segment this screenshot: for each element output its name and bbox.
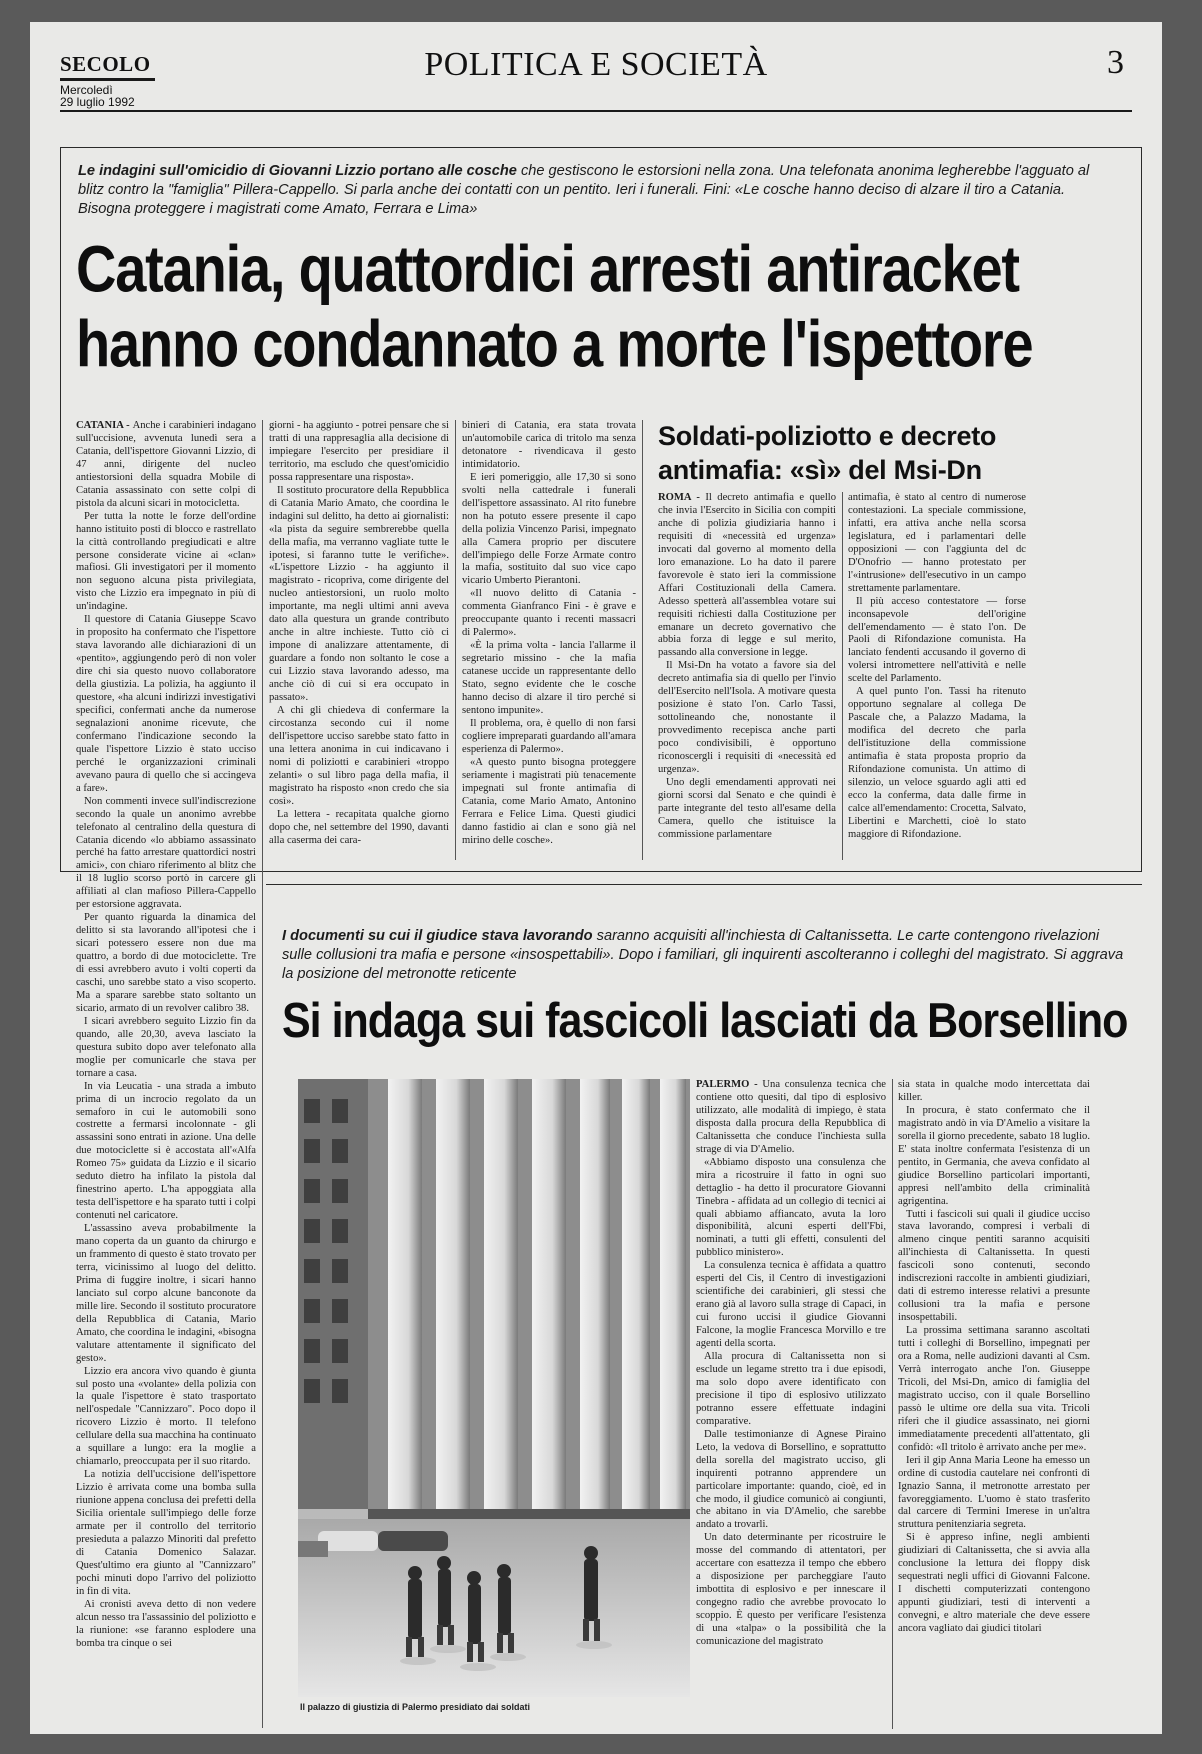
photo-caption: Il palazzo di giustizia di Palermo presidiato dai soldati — [300, 1702, 531, 1712]
masthead-day: Mercoledì — [60, 83, 113, 97]
paragraph: A chi gli chiedeva di confermare la circostanza secondo cui il nome dell'ispettore ucciso sarebbe stato fatto in una lettera anonima in cui indicavano i nomi di poliziotti e carabinieri «troppo zelanti» o sul libro paga della mafia, il magistrato ha risposto «non credo che sia così». — [269, 704, 449, 807]
paragraph: PALERMO - Una consulenza tecnica che contiene otto quesiti, dal tipo di esplosivo utilizzato, alle modalità di impiego, è stata disposta dalla procura della Repubblica di Caltanissetta che conduce l'inchiesta sulla strage di via D'Amelio. — [696, 1079, 886, 1155]
article-borsellino-column-2 — [898, 1079, 1090, 1731]
article-catania-headline-line1: Catania, quattordici arresti antiracket — [76, 231, 1019, 306]
paragraph: Dalle testimonianze di Agnese Piraino Leto, la vedova di Borsellino, e soprattutto della sorella del magistrato ucciso, gli inquirenti potranno apprendere un particolare importante: quando, cioè, ed in che modo, il giudice comunicò ai congiunti, che abitano in via D'Amelio, che sarebbe andato a trovarli. — [696, 1428, 886, 1531]
paragraph: «A questo punto bisogna proteggere seriamente i magistrati più tenacemente impegnati sul fronte antimafia di Catania, come Mario Amato, Antonino Ferrara e Felice Lima. Questi giudici danno fastidio ai clan e sono già nel mirino delle cosche». — [462, 756, 636, 846]
article-borsellino-headline: Si indaga sui fascicoli lasciati da Borsellino — [282, 993, 1128, 1049]
paragraph: In procura, è stato confermato che il magistrato andò in via D'Amelio a visitare la sorella il giorno precedente, sabato 18 luglio. E' stata inoltre confermata l'esistenza di un pentito, in Germania, che aveva confidato al giudice Borsellino particolari importanti, appresi nell'ambito della criminalità agrigentina. — [898, 1104, 1090, 1207]
paragraph: binieri di Catania, era stata trovata un'automobile carica di tritolo ma senza detonatore - rivendicava il gesto intimidatorio. — [462, 420, 636, 470]
paragraph: La prossima settimana saranno ascoltati tutti i colleghi di Borsellino, impegnati per ora a Roma, nelle audizioni davanti al Csm. Verrà interrogato anche l'on. Giuseppe Tricoli, del Msi-Dn, amico di famiglia del magistrato ucciso, con il quale Borsellino passò le ultime ore della sua vita. Tricoli riferì che il giudice assassinato, nei giorni immediatamente precedenti all'attentato, gli confidò: «Il tritolo è arrivato anche per me». — [898, 1325, 1090, 1453]
section-title: POLITICA E SOCIETÀ — [424, 46, 768, 83]
article-catania-column-2 — [269, 420, 449, 860]
paragraph: La lettera - recapitata qualche giorno dopo che, nel settembre del 1990, davanti alla caserma dei cara- — [269, 808, 449, 846]
article-msi-column-1 — [658, 492, 836, 862]
paragraph: sia stata in qualche modo intercettata dai killer. — [898, 1079, 1090, 1103]
article-msi-column-2 — [848, 492, 1026, 862]
paragraph: I sicari avrebbero seguito Lizzio fin da quando, alle 20,30, aveva lasciato la questura subito dopo aver telefonato alla moglie per comunicarle che stava per tornare a casa. — [76, 1015, 256, 1079]
paragraph: «Abbiamo disposto una consulenza che mira a ricostruire il fatto in ogni suo dettaglio - ha detto il procuratore Giovanni Tinebra - affidata ad un collegio di tecnici ai quali abbiamo affiancato, avuta la loro disponibilità, alcuni esperti dell'Fbi, nominati, a tutti gli effetti, consulenti del pubblico ministero». — [696, 1156, 886, 1259]
paragraph: Lizzio era ancora vivo quando è giunta sul posto una «volante» della polizia con la quale l'ispettore è stato trasportato nell'ospedale "Cannizzaro". Poco dopo il ricovero Lizzio è morto. Il telefono cellulare della sua macchina ha continuato a squillare a lungo: era la moglie a chiamarlo, preoccupata per il suo ritardo. — [76, 1365, 256, 1468]
paragraph: Non commenti invece sull'indiscrezione secondo la quale un anonimo avrebbe telefonato al centralino della questura di Catania dicendo «lo abbiamo assassinato perché ha fatto arrestare quattordici nostri amici», con chiaro riferimento al blitz che il 18 luglio scorso portò in carcere gli affiliati al clan mafioso Pillera-Cappello per estorsione aggravata. — [76, 795, 256, 911]
paragraph: Per quanto riguarda la dinamica del delitto si sta lavorando all'ipotesi che i sicari potessero essere non due ma quattro, a bordo di due motociclette. Tre di essi avrebbero avuto i volti coperti da caschi, uno sarebbe stato a viso scoperto. Ma a sparare sarebbe stato soltanto un sicario, armato di un revolver calibro 38. — [76, 912, 256, 1014]
article-catania-headline-line2: hanno condannato a morte l'ispettore — [76, 306, 1033, 381]
article-borsellino-kicker — [282, 927, 1132, 984]
kicker-rest: che gestiscono le estorsioni nella zona. Una telefonata anonima legherebbe l'agguato al blitz contro la "famiglia" Pillera-Cappello. Si parla anche dei contatti con un pentito. Ieri i funerali. Fini: «Le cosche hanno deciso di alzare il tiro a Catania. Bisogna proteggere i magistrati come Amato, Ferrara e Lima» — [78, 163, 1090, 217]
article-borsellino-column-1 — [696, 1079, 886, 1731]
masthead-name: SECOLO — [60, 52, 151, 76]
masthead-full-date: 29 luglio 1992 — [60, 95, 135, 109]
column-rule — [262, 420, 263, 1728]
article-catania-column-1 — [76, 420, 256, 1732]
column-rule — [892, 1079, 893, 1729]
paragraph: La consulenza tecnica è affidata a quattro esperti del Cis, il Centro di investigazioni scientifiche dei carabinieri, gli stessi che erano già al lavoro sulla strage di Capaci, in cui furono uccisi il giudice Giovanni Falcone, la moglie Francesca Morvillo e tre agenti della scorta. — [696, 1260, 886, 1350]
paragraph: Il più acceso contestatore — forse inconsapevole dell'origine dell'emendamento — è stato l'on. De Paoli di Rifondazione comunista. Ha lanciato fendenti accusando il governo di volersi intromettere nell'attività e nelle scelte del Parlamento. — [848, 595, 1026, 685]
paragraph: A quel punto l'on. Tassi ha ritenuto opportuno segnalare al collega De Pascale che, a Palazzo Madama, la modifica del decreto che parla dell'istituzione della commissione antimafia è stata proposta proprio da Rifondazione comunista. Un attimo di silenzio, un veloce sguardo agli atti ed ecco la conferma, data dalle firme in calce all'emendamento: Crocetta, Salvato, Libertini e Marchetti, cioè lo stato maggiore di Rifondazione. — [848, 686, 1026, 840]
paragraph: Alla procura di Caltanissetta non si esclude un legame stretto tra i due episodi, ma solo dopo avere identificato con precisione il tipo di esplosivo utilizzato potranno essere effettuate indagini comparative. — [696, 1351, 886, 1427]
paragraph: L'assassino aveva probabilmente la mano coperta da un guanto da chirurgo e un frammento di questo è stato trovato per terra, vicinissimo al luogo del delitto. Prima di fuggire inoltre, i sicari hanno lanciato sul corpo alcune banconote da mille lire. Secondo il sostituto procuratore della Repubblica di Catania, Mario Amato, che coordina le indagini, «bisogna valutare attentamente il significato del gesto». — [76, 1223, 256, 1364]
kicker-bold: I documenti su cui il giudice stava lavorando — [282, 928, 593, 944]
paragraph: ROMA - Il decreto antimafia e quello che invia l'Esercito in Sicilia con compiti anche di polizia giudiziaria hanno i requisiti di «necessità ed urgenza» invocati dal governo al momento della loro emanazione. Lo ha dato il parere favorevole è stato ieri la commissione Affari Costituzionali della Camera. Adesso spetterà all'assemblea votare sui requisiti richiesti dalla Costituzione per emanare un decreto governativo che abbia forza di legge e sul merito, passando alla conversione in legge. — [658, 492, 836, 659]
paragraph: Uno degli emendamenti approvati nei giorni scorsi dal Senato e che quindi è parte integrante del testo all'esame della Camera, quello che istituisce la commissione parlamentare — [658, 776, 836, 840]
paragraph: CATANIA - Anche i carabinieri indagano sull'uccisione, avvenuta lunedì sera a Catania, dell'ispettore Giovanni Lizzio, di 47 anni, dirigente del nucleo antiestorsioni della squadra Mobile di Catania assassinato con sette colpi di pistola da alcuni sicari in motocicletta. — [76, 420, 256, 509]
article-msi-headline-line2: antimafia: «sì» del Msi-Dn — [658, 455, 982, 485]
article-msi-headline-line1: Soldati-poliziotto e decreto — [658, 421, 997, 451]
palace-of-justice-photo — [298, 1079, 690, 1697]
paragraph: Si è appreso infine, negli ambienti giudiziari di Caltanissetta, che si avvia alla conclusione la lettura dei floppy disk sequestrati negli uffici di Giovanni Falcone. I dischetti computerizzati contengono appunti giudiziari, testi di interventi a convegni, e altro materiale che deve essere ancora vagliato dai giudici titolari — [898, 1532, 1090, 1635]
article-catania-kicker — [78, 162, 1118, 219]
column-rule — [642, 420, 643, 860]
page-number: 3 — [1107, 44, 1124, 81]
photo-image — [298, 1079, 690, 1697]
paragraph: Ai cronisti aveva detto di non vedere alcun nesso tra l'assassinio del poliziotto e la riunione: «se faranno esplodere una bomba tra cinque o sei — [76, 1598, 256, 1649]
newspaper-page — [30, 22, 1162, 1734]
paragraph: Tutti i fascicoli sui quali il giudice ucciso stava lavorando, compresi i verbali di almeno cinque pentiti saranno acquisiti all'inchiesta di Caltanissetta. In questi fascicoli sono contenuti, secondo indiscrezioni raccolte in ambienti giudiziari, dati di estremo interesse relativi a presunte collusioni tra la mafia e persone insospettabili. — [898, 1208, 1090, 1324]
column-rule — [455, 420, 456, 860]
kicker-bold: Le indagini sull'omicidio di Giovanni Lizzio portano alle cosche — [78, 163, 517, 179]
paragraph: giorni - ha aggiunto - potrei pensare che si tratti di una rappresaglia alla decisione di impiegare l'esercito per presidiare il territorio, ma escludo che quest'omicidio possa rappresentare una risposta». — [269, 420, 449, 483]
paragraph: antimafia, è stato al centro di numerose contestazioni. La speciale commissione, infatti, era attiva anche nella scorsa legislatura, ed i parlamentari delle opposizioni — con l'aggiunta del dc D'Onofrio — hanno protestato per l'«intrusione» dell'esecutivo in un campo strettamente parlamentare. — [848, 492, 1026, 594]
paragraph: In via Leucatia - una strada a imbuto prima di un incrocio regolato da un semaforo in cui le automobili sono costrette a fermarsi incolonnate - gli assassini sono entrati in azione. Una delle due motociclette si è accostata all'«Alfa Romeo 75» guidata da Lizzio e il sicario seduto dietro ha infilato la pistola dal finestrino aperto. L'ha appoggiata alla testa dell'ispettore e ha sparato tutti i colpi contenuti nel caricatore. — [76, 1080, 256, 1222]
paragraph: Ieri il gip Anna Maria Leone ha emesso un ordine di custodia cautelare nei confronti di Ignazio Sanna, il metronotte arrestato per favoreggiamento. L'uomo è stato trasferito dal carcere di Termini Imerese in un'altra struttura penitenziaria segreta. — [898, 1454, 1090, 1531]
paragraph: Il sostituto procuratore della Repubblica di Catania Mario Amato, che coordina le indagini sul delitto, ha detto ai giornalisti: «la pista da seguire sembrerebbe quella della mafia, ma verranno vagliate tutte le ipotesi, si faranno tutte le verifiche». «L'ispettore Lizzio - ha aggiunto il magistrato - ricopriva, come dirigente del nucleo antiestorsioni, un ruolo molto importante, ma negli ultimi anni aveva dato alla questura un grande contributo anche in altre inchieste. Tutto ciò ci impone di analizzare attentamente, di guardare a fondo non soltanto le cose a cui Lizzio stava lavorando adesso, ma anche ciò di cui si era occupato in passato». — [269, 484, 449, 704]
paragraph: Un dato determinante per ricostruire le mosse del commando di attentatori, per accertare con esattezza il tempo che ebbero a disposizione per parcheggiare l'auto imbottita di esplosivo e per innescare il congegno radio che avrebbe provocato lo scoppio. È questo per verificare l'esistenza di una «talpa» o la possibilità che la comunicazione del magistrato — [696, 1532, 886, 1647]
paragraph: «È la prima volta - lancia l'allarme il segretario missino - che la mafia catanese uccide un rappresentante dello Stato, segno evidente che le cosche hanno deciso di alzare il tiro perché si sentono impunite». — [462, 640, 636, 716]
paragraph: La notizia dell'uccisione dell'ispettore Lizzio è arrivata come una bomba sulla riunione appena conclusa dei prefetti della Sicilia orientale sull'impiego delle forze armate per il controllo del territorio presieduta a palazzo Minoriti dal prefetto di Catania Domenico Salazar. Quest'ultimo era giunto al "Cannizzaro" pochi minuti dopo l'arrivo del poliziotto in fin di vita. — [76, 1469, 256, 1597]
paragraph: Il questore di Catania Giuseppe Scavo in proposito ha confermato che l'ispettore stava lavorando alle dichiarazioni di un «pentito», aggiungendo però di non voler dire chi sia questo nuovo collaboratore della giustizia. La polizia, ha aggiunto il questore, «ha alcuni indirizzi investigativi specifici, confermati anche da numerose segnalazioni anonime ricevute, che confermano l'indicazione secondo la quale l'ispettore Lizzio è stato ucciso perché le organizzazioni criminali avevano paura di quello che si accingeva a fare». — [76, 614, 256, 794]
top-rule — [60, 110, 1132, 112]
column-rule — [842, 492, 843, 860]
paragraph: E ieri pomeriggio, alle 17,30 si sono svolti nella cattedrale i funerali dell'ispettore assassinato. Al rito funebre non ha potuto essere presente il capo della polizia Vincenzo Parisi, impegnato alla Camera proprio per discutere dell'impiego delle Forze Armate contro la mafia, sostituito dal suo vice capo vicario Umberto Pierantoni. — [462, 471, 636, 587]
kicker-rest: saranno acquisiti all'inchiesta di Caltanissetta. Le carte contengono rivelazioni sulle collusioni tra mafia e persone «insospettabili». Dopo i familiari, gli inquirenti ascolteranno i colleghi del magistrato. Si aggrava la posizione del metronotte reticente — [282, 928, 1124, 982]
paragraph: Per tutta la notte le forze dell'ordine hanno istituito posti di blocco e rastrellato la città controllando pregiudicati e altre persone considerate vicine ai «clan» mafiosi. Gli investigatori per il momento non seguono alcuna pista privilegiata, visto che Lizzio era impegnato in più di un'indagine. — [76, 510, 256, 613]
paragraph: Il Msi-Dn ha votato a favore sia del decreto antimafia sia di quello per l'invio dell'Esercito nell'Isola. A motivare questa posizione è stato l'on. Carlo Tassi, sottolineando che, nonostante il provvedimento recepisca anche parti poco condivisibili, è opportuno riconoscergli i requisiti di «necessità ed urgenza». — [658, 660, 836, 776]
masthead-date — [60, 84, 135, 108]
paragraph: «Il nuovo delitto di Catania - commenta Gianfranco Fini - è grave e preoccupante quanto i recenti massacri di Palermo». — [462, 588, 636, 639]
paragraph: Il problema, ora, è quello di non farsi cogliere impreparati guardando all'amara esperienza di Palermo». — [462, 717, 636, 755]
article-catania-column-3 — [462, 420, 636, 860]
